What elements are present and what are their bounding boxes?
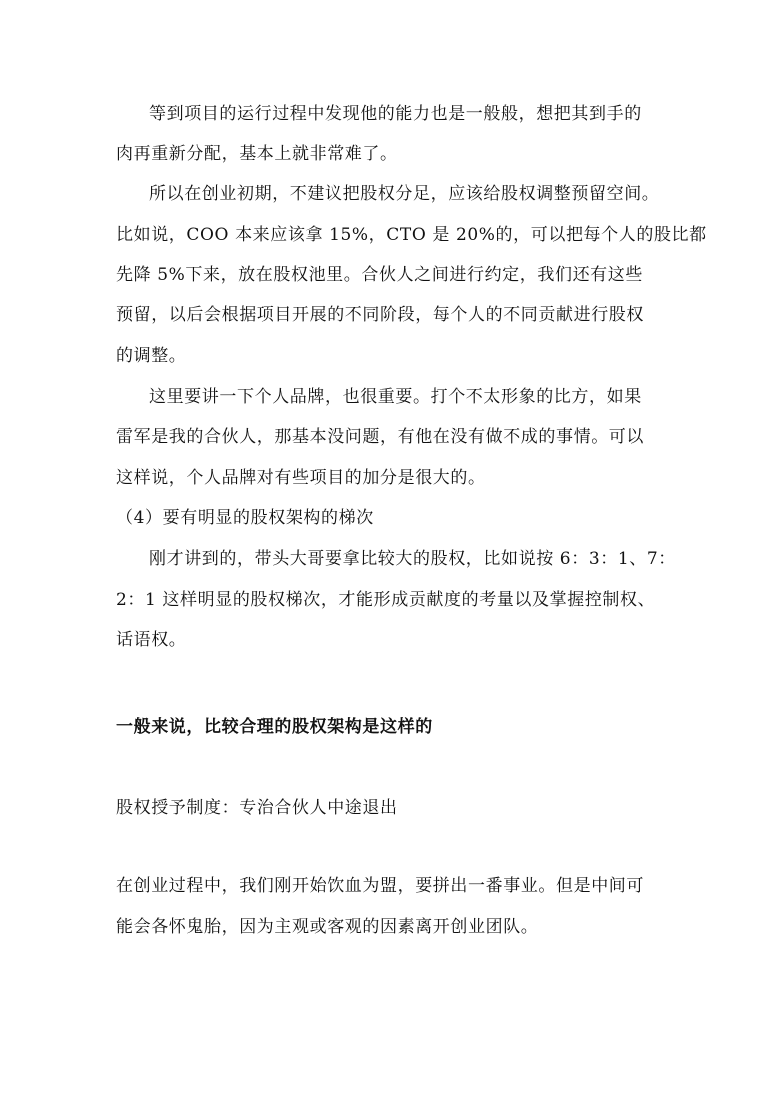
paragraph-2-line-5: 的调整。 (116, 346, 187, 366)
final-paragraph-line-2: 能会各怀鬼胎，因为主观或客观的因素离开创业团队。 (116, 917, 539, 937)
section-heading: 一般来说，比较合理的股权架构是这样的 (116, 717, 433, 737)
paragraph-2-line-2: 比如说，COO 本来应该拿 15%，CTO 是 20%的，可以把每个人的股比都 (116, 225, 707, 245)
paragraph-1-line-2: 肉再重新分配，基本上就非常难了。 (116, 144, 398, 164)
paragraph-2-line-3: 先降 5%下来，放在股权池里。合伙人之间进行约定，我们还有这些 (116, 265, 643, 285)
paragraph-3-line-3: 这样说，个人品牌对有些项目的加分是很大的。 (116, 468, 486, 488)
paragraph-3-line-1: 这里要讲一下个人品牌，也很重要。打个不太形象的比方，如果 (149, 387, 642, 407)
paragraph-2-line-1: 所以在创业初期，不建议把股权分足，应该给股权调整预留空间。 (149, 184, 660, 204)
section-title-4: （4）要有明显的股权架构的梯次 (116, 508, 374, 528)
paragraph-2-line-4: 预留，以后会根据项目开展的不同阶段，每个人的不同贡献进行股权 (116, 305, 644, 325)
paragraph-3-line-2: 雷军是我的合伙人，那基本没问题，有他在没有做不成的事情。可以 (116, 427, 644, 447)
paragraph-4-line-3: 话语权。 (116, 630, 187, 650)
subheading: 股权授予制度：专治合伙人中途退出 (116, 798, 398, 818)
paragraph-4-line-2: 2：1 这样明显的股权梯次，才能形成贡献度的考量以及掌握控制权、 (116, 590, 656, 610)
paragraph-1-line-1: 等到项目的运行过程中发现他的能力也是一般般，想把其到手的 (149, 104, 642, 124)
final-paragraph-line-1: 在创业过程中，我们刚开始饮血为盟，要拼出一番事业。但是中间可 (116, 876, 644, 896)
paragraph-4-line-1: 刚才讲到的，带头大哥要拿比较大的股权，比如说按 6：3：1、7： (149, 549, 676, 569)
